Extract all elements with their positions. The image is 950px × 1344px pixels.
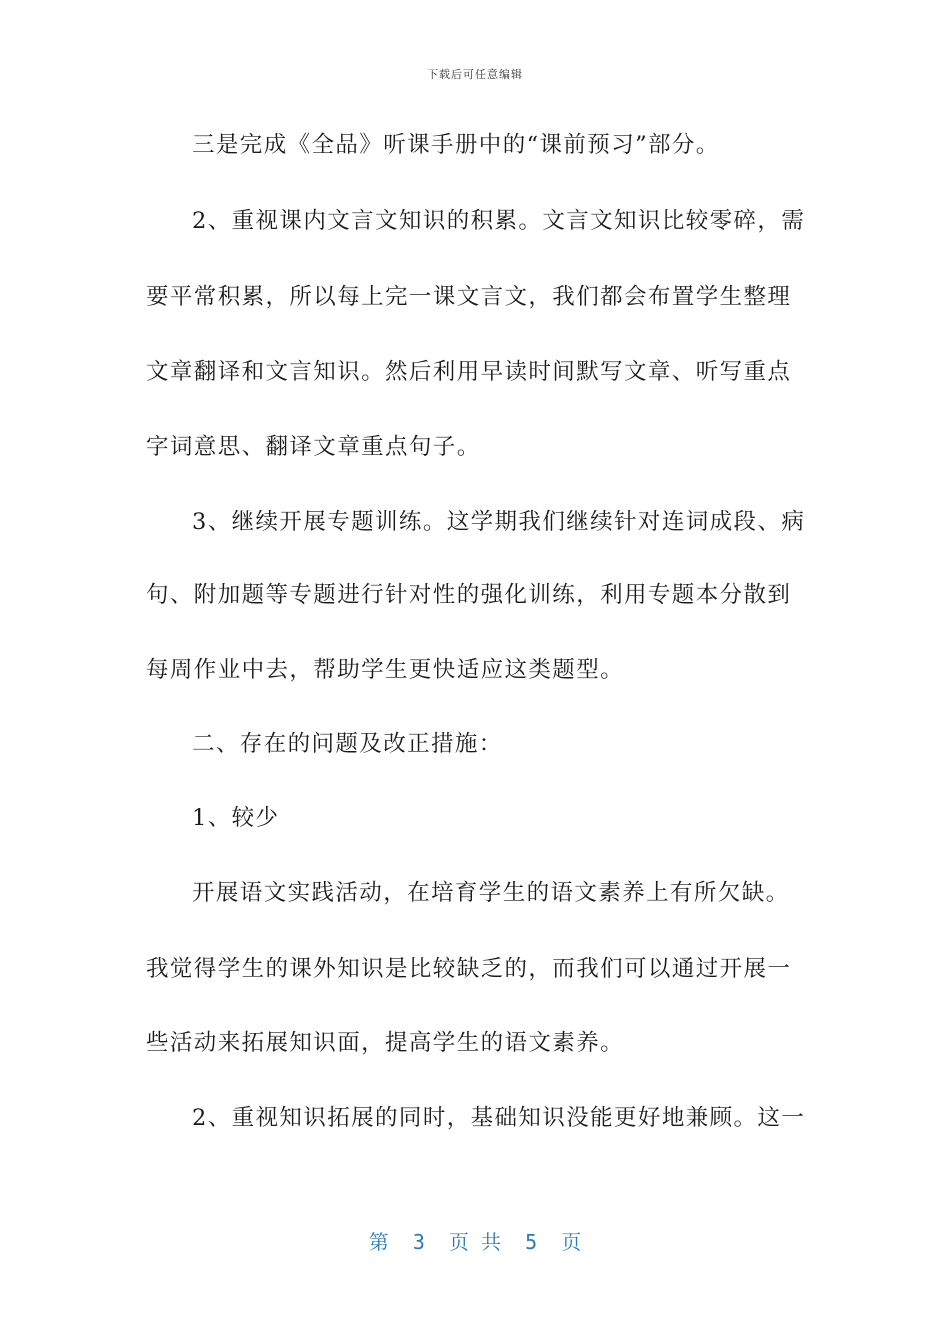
page-header-note: 下载后可任意编辑 bbox=[427, 68, 523, 81]
body-line: 字词意思、翻译文章重点句子。 bbox=[146, 434, 481, 460]
body-line: 1、较少 bbox=[192, 805, 280, 831]
body-line: 开展语文实践活动，在培育学生的语文素养上有所欠缺。 bbox=[192, 880, 790, 906]
section-heading: 二、存在的问题及改正措施： bbox=[192, 731, 503, 757]
body-line: 我觉得学生的课外知识是比较缺乏的，而我们可以通过开展一 bbox=[146, 956, 792, 982]
body-line: 2、重视知识拓展的同时，基础知识没能更好地兼顾。这一 bbox=[192, 1105, 806, 1131]
body-line: 些活动来拓展知识面，提高学生的语文素养。 bbox=[146, 1030, 625, 1056]
page-number-footer: 第 3 页 共 5 页 bbox=[368, 1230, 582, 1254]
body-line: 文章翻译和文言知识。然后利用早读时间默写文章、听写重点 bbox=[146, 359, 792, 385]
body-line: 每周作业中去，帮助学生更快适应这类题型。 bbox=[146, 657, 625, 683]
body-line: 3、继续开展专题训练。这学期我们继续针对连词成段、病 bbox=[192, 509, 806, 535]
body-line: 三是完成《全品》听课手册中的“课前预习”部分。 bbox=[192, 132, 720, 158]
body-line: 要平常积累，所以每上完一课文言文，我们都会布置学生整理 bbox=[146, 284, 792, 310]
body-line: 句、附加题等专题进行针对性的强化训练，利用专题本分散到 bbox=[146, 582, 792, 608]
body-line: 2、重视课内文言文知识的积累。文言文知识比较零碎，需 bbox=[192, 208, 806, 234]
